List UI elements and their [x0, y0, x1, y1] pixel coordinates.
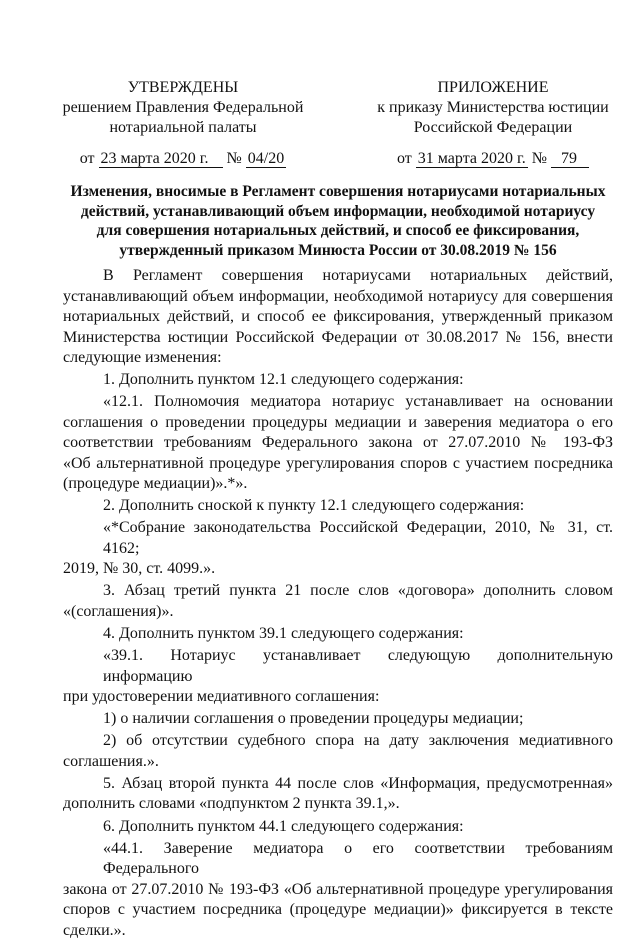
text-line: 1. Дополнить пунктом 12.1 следующего содержания: [103, 371, 464, 389]
text-line: 5. Абзац второй пункта 44 после слов «Информация, предусмотренная» [103, 774, 613, 792]
text-line: соглашения о проведении процедуры медиации и заверения медиатора о его [63, 413, 613, 431]
paragraph [63, 839, 613, 942]
title-line: действий, устанавливающий объем информации, необходимой нотариусу [80, 202, 596, 220]
text-line: сделки.». [63, 921, 126, 939]
text-line: закона от 27.07.2010 № 193-ФЗ «Об альтернативной процедуре урегулирования [63, 880, 613, 898]
paragraph [63, 392, 613, 495]
appendix-block [353, 78, 633, 169]
text-line: «39.1. Нотариус устанавливает следующую дополнительную информацию [103, 647, 613, 685]
text-line: следующие изменения: [63, 349, 222, 366]
number-prefix: № [531, 150, 547, 167]
approval-number: 04/20 [247, 150, 285, 167]
text-line: «Об альтернативной процедуре урегулирования споров с участием посредника [63, 454, 613, 472]
text-line: Министерства юстиции Российской Федерации от 30.08.2017 № 156, внести [63, 328, 613, 346]
paragraph [63, 370, 613, 391]
paragraph [63, 266, 613, 369]
date-prefix: от [397, 150, 412, 167]
date-prefix: от [79, 150, 95, 167]
text-line: «44.1. Заверение медиатора о его соответствии требованиям Федерального [103, 839, 613, 878]
text-line: при удостоверении медиативного соглашения: [63, 688, 380, 706]
text-line: соглашения.». [63, 752, 159, 770]
paragraph [63, 624, 613, 645]
text-line: соответствии требованиям Федерального закона от 27.07.2010 № 193-ФЗ [63, 434, 613, 452]
text-line: 3. Абзац третий пункта 21 после слов «договора» дополнить словом [103, 582, 613, 600]
text-line: «12.1. Полномочия медиатора нотариус устанавливает на основании [103, 393, 613, 411]
paragraph [63, 731, 613, 772]
text-line: споров с участием посредника (процедуре медиации)» фиксируется в тексте [63, 901, 613, 919]
approval-line-1: решением Правления Федеральной [62, 99, 304, 116]
text-line: 1) о наличии соглашения о проведении процедуры медиации; [103, 710, 524, 728]
text-line: (процедуре медиации)».*». [63, 475, 248, 493]
approval-line-2: нотариальной палаты [109, 119, 257, 136]
approval-date-line [43, 149, 323, 169]
document-title [63, 182, 613, 260]
title-line: Изменения, вносимые в Регламент совершения нотариусами нотариальных [70, 183, 606, 200]
text-line: «*Собрание законодательства Российской Федерации, 2010, № 31, ст. 4162; [103, 519, 613, 557]
text-line: 2019, № 30, ст. 4099.». [63, 560, 216, 578]
paragraph [63, 646, 613, 708]
appendix-date-line [353, 149, 633, 169]
paragraph [63, 774, 613, 815]
text-line: «(соглашения)». [63, 602, 174, 620]
paragraph [63, 709, 613, 730]
paragraph [63, 817, 613, 838]
appendix-date: 31 марта 2020 г. [417, 150, 526, 167]
title-line: утвержденный приказом Минюста России от 30.08.2019 № 156 [119, 241, 557, 259]
paragraph [63, 496, 613, 517]
document-body [63, 266, 613, 943]
appendix-line-1: к приказу Министерства юстиции [377, 99, 609, 116]
text-line: 4. Дополнить пунктом 39.1 следующего содержания: [103, 625, 464, 643]
approval-date: 23 марта 2020 г. [99, 151, 223, 168]
text-line: В Регламент совершения нотариусами нотариальных действий, [103, 267, 613, 284]
text-line: нотариальных действий, и способ ее фиксирования, утвержденный приказом [63, 308, 613, 325]
appendix-heading: ПРИЛОЖЕНИЕ [437, 79, 549, 96]
approval-block [43, 78, 323, 169]
text-line: устанавливающий объем информации, необходимой нотариусу для совершения [63, 287, 613, 305]
text-line: 2. Дополнить сноской к пункту 12.1 следующего содержания: [103, 497, 525, 515]
title-line: для совершения нотариальных действий, и способ ее фиксирования, [96, 222, 580, 239]
text-line: 2) об отсутствии судебного спора на дату заключения медиативного [103, 732, 613, 750]
paragraph [63, 518, 613, 580]
paragraph [63, 581, 613, 622]
appendix-line-2: Российской Федерации [413, 119, 573, 136]
number-prefix: № [226, 150, 242, 167]
appendix-number: 79 [551, 151, 589, 168]
text-line: дополнить словами «подпунктом 2 пункта 39.1,». [63, 795, 400, 813]
text-line: 6. Дополнить пунктом 44.1 следующего содержания: [103, 817, 464, 835]
approval-heading: УТВЕРЖДЕНЫ [127, 79, 239, 96]
